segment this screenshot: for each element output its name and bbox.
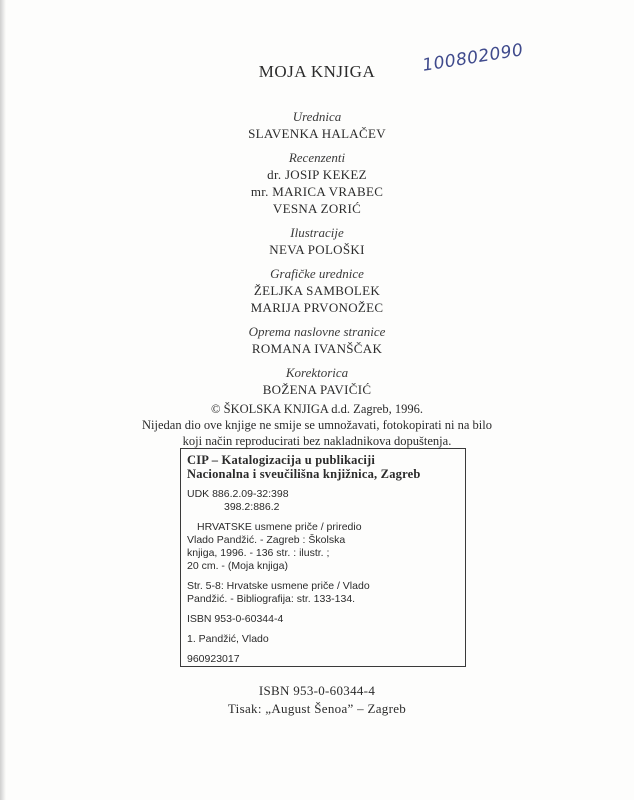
cip-note-line: Pandžić. - Bibliografija: str. 133-134.: [187, 593, 356, 605]
cip-notes: [187, 580, 461, 606]
cip-udk-line: 398.2:886.2: [224, 501, 280, 513]
credit-role: Urednica: [292, 109, 342, 124]
credit-role: Oprema naslovne stranice: [248, 324, 386, 339]
cip-entry-line: 20 cm. - (Moja knjiga): [187, 560, 288, 572]
rights-line: Nijedan dio ove knjige ne smije se umnožavati, fotokopirati ni na bilo: [142, 418, 492, 432]
credit-group: [0, 149, 634, 217]
credit-name: BOŽENA PAVIČIĆ: [262, 382, 372, 397]
credits-block: [0, 108, 634, 398]
credit-name: mr. MARICA VRABEC: [250, 184, 384, 199]
cip-heading: CIP – Katalogizacija u publikaciji: [187, 453, 376, 467]
book-isbn: ISBN 953-0-60344-4: [258, 683, 376, 698]
credit-group: [0, 108, 634, 142]
series-title: MOJA KNJIGA: [258, 62, 376, 81]
credit-name: dr. JOSIP KEKEZ: [267, 167, 367, 182]
credit-name: SLAVENKA HALAČEV: [248, 126, 386, 141]
credit-group: [0, 265, 634, 316]
credit-name: ROMANA IVANŠČAK: [251, 341, 383, 356]
credit-name: NEVA POLOŠKI: [269, 242, 365, 257]
credit-name: VESNA ZORIĆ: [272, 201, 362, 216]
cip-entry-line: Vlado Pandžić. - Zagreb : Školska: [187, 534, 346, 546]
credit-role: Recenzenti: [288, 150, 346, 165]
credit-role: Grafičke urednice: [270, 266, 364, 281]
credit-role: Korektorica: [285, 365, 349, 380]
cip-note-line: Str. 5-8: Hrvatske usmene priče / Vlado: [187, 580, 370, 592]
handwritten-number: 100802090: [421, 40, 525, 76]
copyright-line: © ŠKOLSKA KNJIGA d.d. Zagreb, 1996.: [211, 402, 423, 416]
copyright-notice: [0, 401, 634, 449]
printer-line: Tisak: „August Šenoa” – Zagreb: [227, 701, 407, 716]
credit-group: [0, 323, 634, 357]
cip-udk: [187, 488, 461, 514]
cip-record-box: [180, 448, 466, 667]
cip-isbn: ISBN 953-0-60344-4: [187, 613, 284, 625]
credit-group: [0, 364, 634, 398]
credit-role: Ilustracije: [290, 225, 344, 240]
credit-name: ŽELJKA SAMBOLEK: [253, 283, 381, 298]
credit-name: MARIJA PRVONOŽEC: [250, 300, 384, 315]
cip-heading: Nacionalna i sveučilišna knjižnica, Zagreb: [187, 467, 421, 481]
rights-line: koji način reproducirati bez nakladnikova dopuštenja.: [182, 434, 452, 448]
credit-group: [0, 224, 634, 258]
cip-entry: [187, 521, 461, 573]
cip-udk-line: UDK 886.2.09-32:398: [187, 488, 289, 500]
cip-record-id: 960923017: [187, 653, 240, 665]
cip-entry-line: knjiga, 1996. - 136 str. : ilustr. ;: [187, 547, 330, 559]
cip-entry-line: HRVATSKE usmene priče / priredio: [197, 521, 362, 533]
cip-subject: 1. Pandžić, Vlado: [187, 633, 269, 645]
